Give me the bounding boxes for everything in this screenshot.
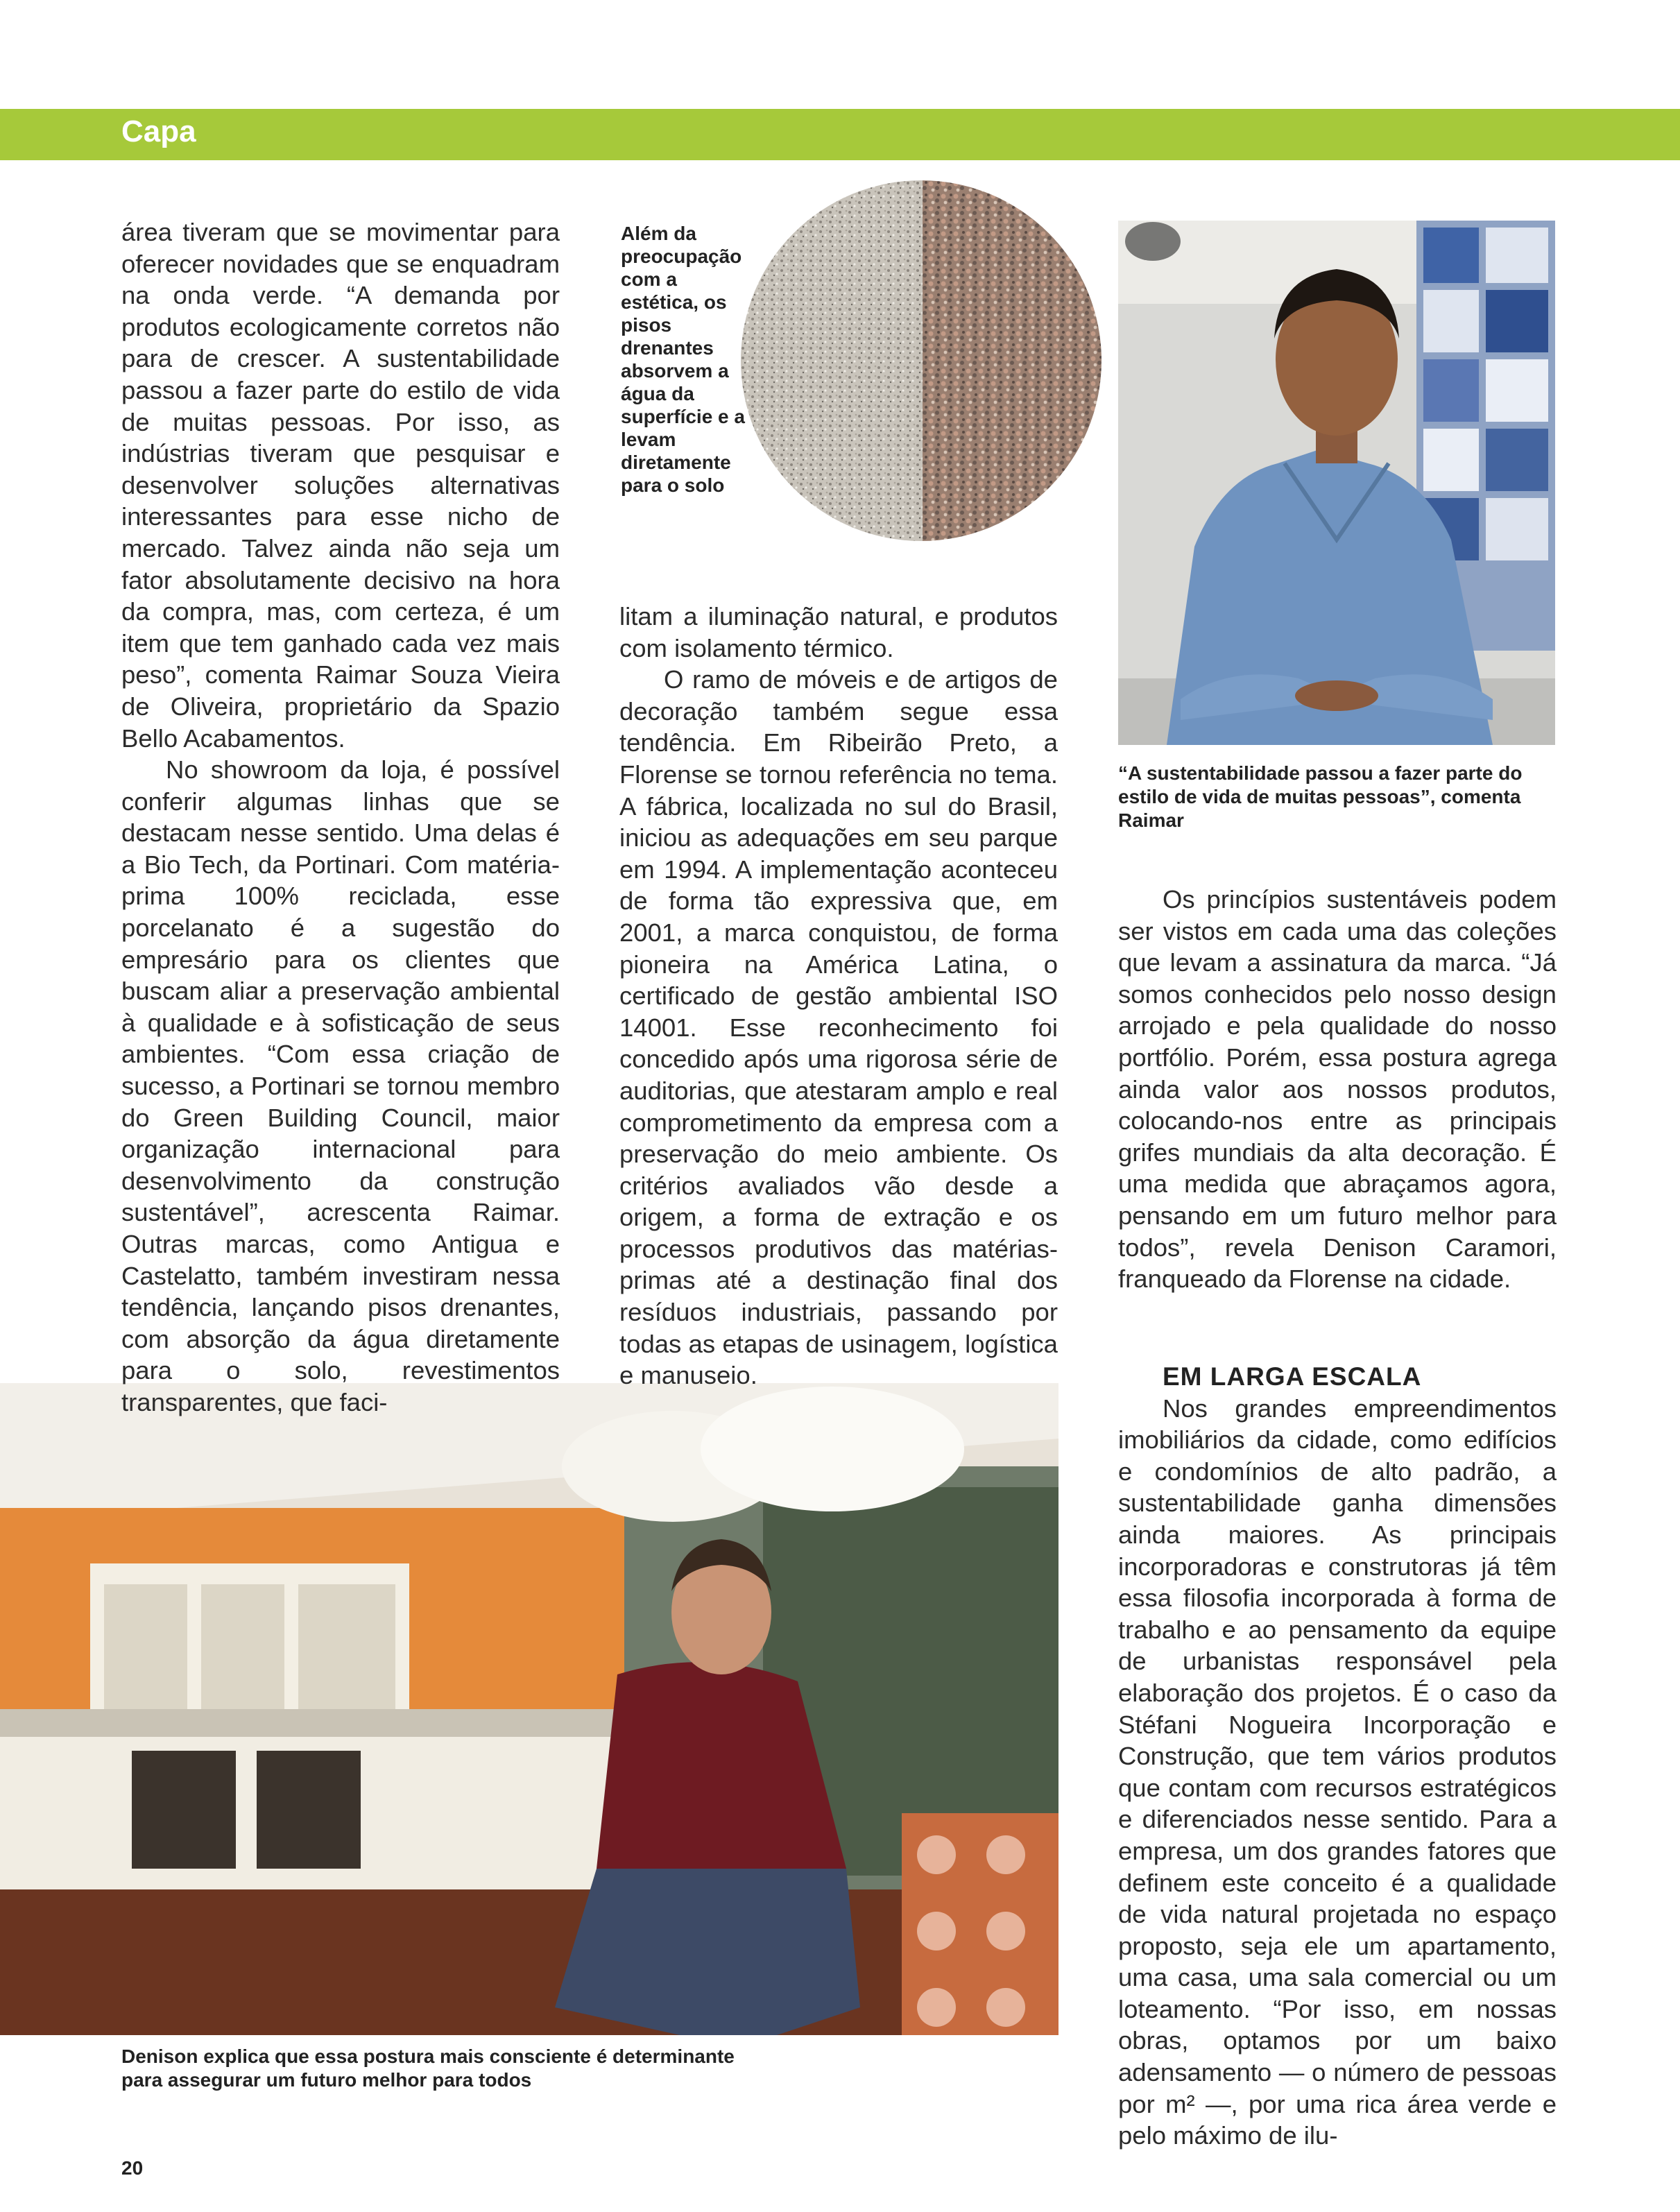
paragraph: litam a iluminação natural, e produtos com isolamento térmico. [619, 602, 1058, 662]
article-column-1 [121, 216, 560, 1418]
paragraph: área tiveram que se movimentar para oferecer novidades que se enquadram na onda verde. “A demanda por produtos ecologicamente corretos não para de crescer. A sustentabilidade passou a fazer parte do estilo de vida de muitas pessoas. Por isso, as indústrias tiveram que pesquisar e desenvolver soluções alternativas interessantes para esse nicho de mercado. Talvez ainda não seja um fator absolutamente decisivo na hora da compra, mas, com certeza, é um item que tem ganhado cada vez mais peso”, comenta Raimar Souza Vieira de Oliveira, proprietário da Spazio Bello Acabamentos. [121, 218, 560, 753]
paragraph: Os princípios sustentáveis podem ser vistos em cada uma das coleções que levam a assinatura da marca. “Já somos conhecidos pelo nosso design arrojado e pela qualidade do nosso portfólio. Porém, essa postura agrega ainda valor aos nossos produtos, colocando-nos entre as principais grifes mundiais da alta decoração. É uma medida que abraçamos agora, pensando em um futuro melhor para todos”, revela Denison Caramori, franqueado da Florense na cidade. [1118, 885, 1557, 1294]
portrait-photo [1118, 221, 1555, 745]
photo-caption: Além da preocupação com a estética, os pisos drenantes absorvem a água da superfície e a levam diretamente para o solo [621, 223, 745, 496]
photo-caption: Denison explica que essa postura mais consciente é determinante para assegurar um futuro melhor para todos [121, 2046, 735, 2091]
section-subheading: EM LARGA ESCALA [1163, 1362, 1422, 1391]
paragraph: No showroom da loja, é possível conferir algumas linhas que se destacam nesse sentido. Uma delas é a Bio Tech, da Portinari. Com matéria-prima 100% reciclada, esse porcelanato é a sugestão do empresário para os clientes que buscam aliar a preservação ambiental à qualidade e à sofisticação de seus ambientes. “Com essa criação de sucesso, a Portinari se tornou membro do Green Building Council, maior organização internacional para desenvolvimento da construção sustentável”, acrescenta Raimar. Outras marcas, como Antigua e Castelatto, também investiram nessa tendência, lançando pisos drenantes, com absorção da água diretamente para o solo, revestimentos transparentes, que faci- [121, 755, 560, 1416]
article-column-2 [619, 601, 1058, 1391]
photo-caption: “A sustentabilidade passou a fazer parte do estilo de vida de muitas pessoas”, comenta Raimar [1118, 762, 1523, 831]
article-column-3-section [1118, 1361, 1557, 2152]
article-column-3 [1118, 884, 1557, 1295]
paving-sample-photo [741, 180, 1102, 541]
paragraph: O ramo de móveis e de artigos de decoração também segue essa tendência. Em Ribeirão Preto, a Florense se tornou referência no tema. A fábrica, localizada no sul do Brasil, iniciou as adequações em seu parque em 1994. A implementação aconteceu de forma tão expressiva que, em 2001, a marca conquistou, de forma pioneira na América Latina, o certificado de gestão ambiental ISO 14001. Esse reconhecimento foi concedido após uma rigorosa série de auditorias, que atestaram amplo e real comprometimento da empresa com a preservação do meio ambiente. Os critérios avaliados vão desde a origem, a forma de extração e os processos produtivos das matérias-primas até a destinação final dos resíduos industriais, passando por todas as etapas de usinagem, logística e manuseio. [619, 665, 1058, 1390]
paragraph: Nos grandes empreendimentos imobiliários da cidade, como edifícios e condomínios de alto padrão, a sustentabilidade ganha dimensões ainda maiores. As principais incorporadoras e construtoras já têm essa filosofia incorporada à forma de trabalho e ao pensamento da equipe de urbanistas responsável pela elaboração dos projetos. É o caso da Stéfani Nogueira Incorporação e Construção, que tem vários produtos que contam com recursos estratégicos e diferenciados nesse sentido. Para a empresa, um dos grandes fatores que definem este conceito é a qualidade de vida natural projetada no espaço proposto, seja ele um apartamento, uma casa, uma sala comercial ou um loteamento. “Por isso, em nossas obras, optamos por um baixo adensamento — o número de pessoas por m² —, por uma rica área verde e pelo máximo de ilu- [1118, 1394, 1557, 2150]
page-number: 20 [121, 2157, 144, 2179]
section-label: Capa [121, 114, 196, 148]
kitchen-photo [0, 1383, 1058, 2035]
section-band [0, 109, 1680, 160]
